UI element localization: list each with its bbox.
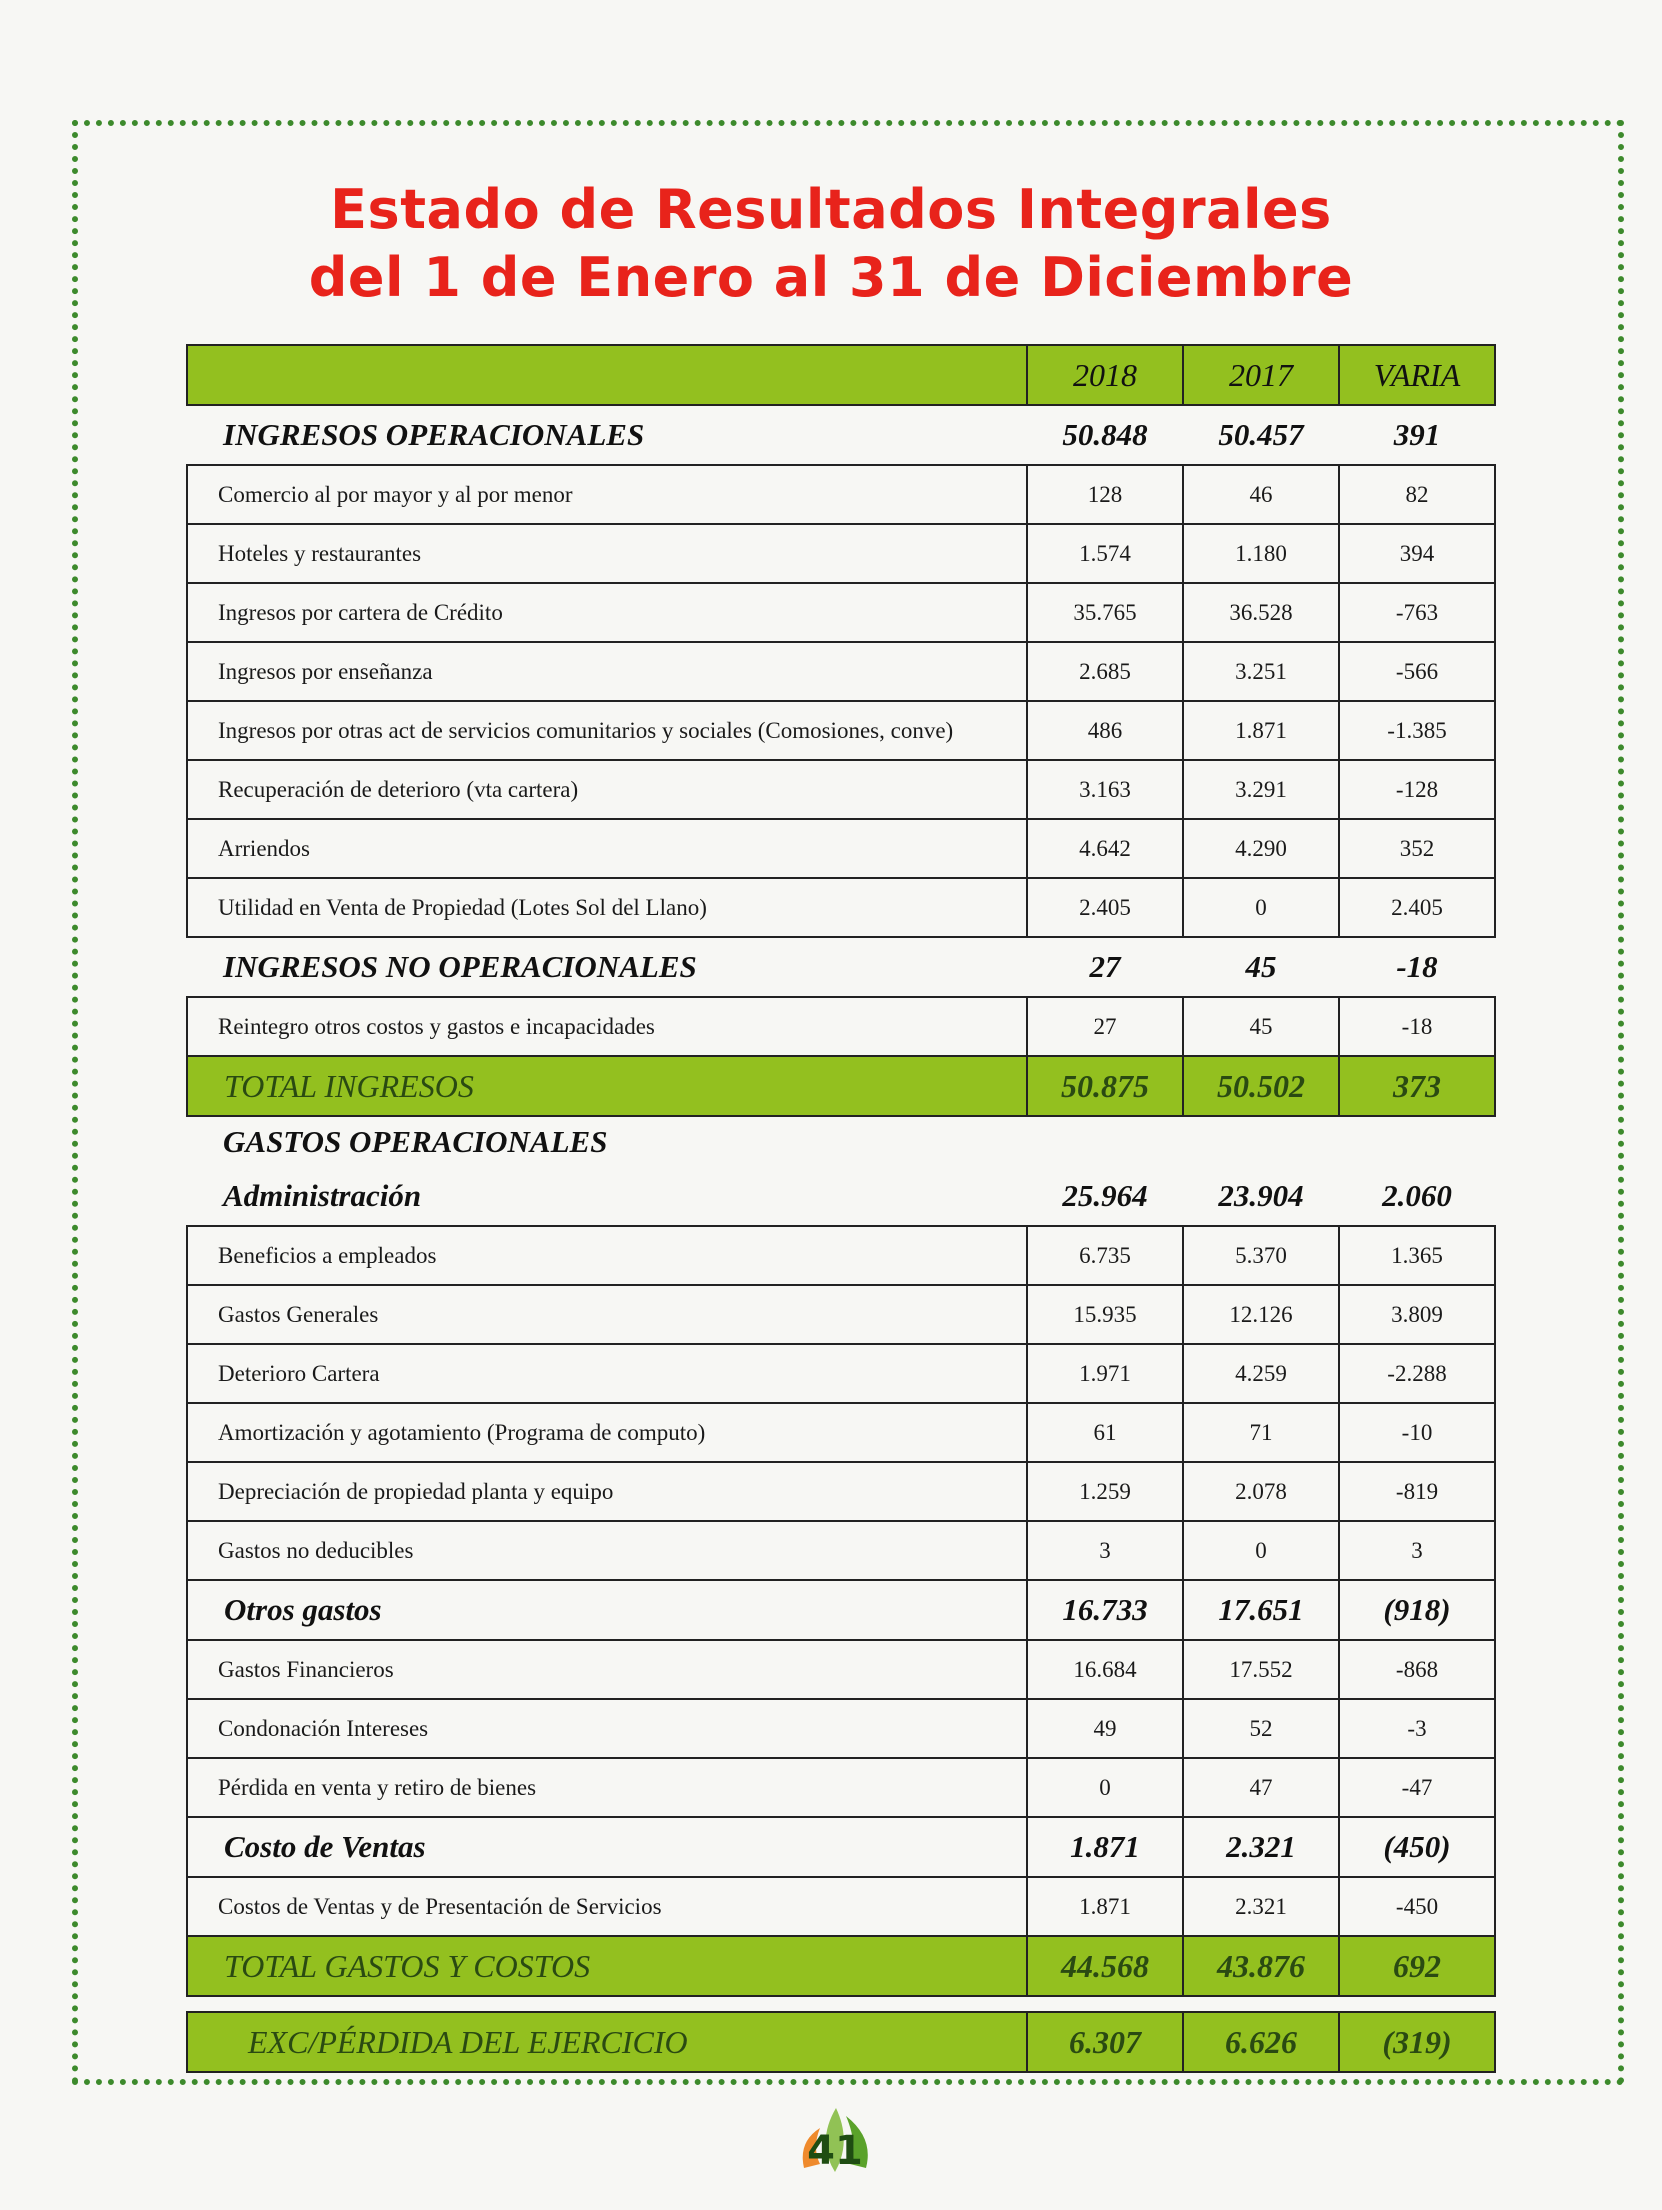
income-statement-table [186,344,1496,2073]
value-variation: -3 [1339,1699,1495,1758]
table-row [187,524,1495,583]
value-2017: 0 [1183,1521,1339,1580]
table-row [187,465,1495,524]
value-2017: 52 [1183,1699,1339,1758]
value-2018: 16.733 [1027,1580,1183,1640]
value-2018: 128 [1027,465,1183,524]
row-label: Condonación Intereses [187,1699,1027,1758]
value-variation: 373 [1339,1056,1495,1116]
value-2018: 16.684 [1027,1640,1183,1699]
value-variation: 692 [1339,1936,1495,1996]
table-row [187,760,1495,819]
header-variation: VARIA [1339,345,1495,405]
value-2018: 50.875 [1027,1056,1183,1116]
value-2018: 25.964 [1062,1178,1148,1213]
row-label: Beneficios a empleados [187,1226,1027,1285]
value-variation: -18 [1396,949,1438,984]
value-2017: 43.876 [1183,1936,1339,1996]
section-label: Administración [223,1178,422,1213]
value-variation: -450 [1339,1877,1495,1936]
value-variation: 391 [1393,417,1441,452]
value-2017: 5.370 [1183,1226,1339,1285]
value-2017: 3.291 [1183,760,1339,819]
total-gastos-row [187,1936,1495,1996]
row-label: Amortización y agotamiento (Programa de computo) [187,1403,1027,1462]
table-row [187,1344,1495,1403]
table-row [187,1699,1495,1758]
row-label: Recuperación de deterioro (vta cartera) [187,760,1027,819]
value-variation: -566 [1339,642,1495,701]
section-label: Otros gastos [187,1580,1027,1640]
table-row [187,878,1495,937]
table-row [187,701,1495,760]
value-2017: 6.626 [1183,2012,1339,2072]
table-row [187,1521,1495,1580]
header-row [187,345,1495,405]
value-variation: -1.385 [1339,701,1495,760]
value-2018: 27 [1027,997,1183,1056]
value-2017: 2.321 [1183,1817,1339,1877]
row-label: Gastos Financieros [187,1640,1027,1699]
value-variation: -18 [1339,997,1495,1056]
row-label: Deterioro Cartera [187,1344,1027,1403]
row-label: Hoteles y restaurantes [187,524,1027,583]
table-row [187,1877,1495,1936]
value-2018: 61 [1027,1403,1183,1462]
table-row [187,997,1495,1056]
table-row [187,1462,1495,1521]
value-2017: 46 [1183,465,1339,524]
value-variation: -868 [1339,1640,1495,1699]
value-2017: 71 [1183,1403,1339,1462]
value-2018: 1.971 [1027,1344,1183,1403]
page-title-line2: del 1 de Enero al 31 de Diciembre [308,246,1354,309]
page-number: 41 [807,2128,863,2174]
value-2017: 23.904 [1218,1178,1304,1213]
value-2018: 4.642 [1027,819,1183,878]
value-2017: 4.259 [1183,1344,1339,1403]
value-variation: -10 [1339,1403,1495,1462]
value-2018: 1.574 [1027,524,1183,583]
value-2017: 50.502 [1183,1056,1339,1116]
header-2017: 2017 [1183,345,1339,405]
table-row [187,1226,1495,1285]
section-administracion [187,1167,1495,1226]
section-ingresos-operacionales [187,405,1495,465]
value-2018: 2.405 [1027,878,1183,937]
value-2018: 2.685 [1027,642,1183,701]
table-row [187,1285,1495,1344]
table-row [187,583,1495,642]
value-variation: -47 [1339,1758,1495,1817]
row-label: Costos de Ventas y de Presentación de Servicios [187,1877,1027,1936]
section-costo-de-ventas [187,1817,1495,1877]
row-label: Gastos Generales [187,1285,1027,1344]
value-variation: (450) [1339,1817,1495,1877]
table-row [187,1640,1495,1699]
value-2018: 486 [1027,701,1183,760]
row-label: Depreciación de propiedad planta y equipo [187,1462,1027,1521]
value-variation: 82 [1339,465,1495,524]
value-2018: 1.871 [1027,1877,1183,1936]
value-2017: 47 [1183,1758,1339,1817]
value-2017: 1.180 [1183,524,1339,583]
section-label: Costo de Ventas [187,1817,1027,1877]
value-variation: (319) [1339,2012,1495,2072]
section-label: INGRESOS OPERACIONALES [223,417,645,452]
value-2018: 35.765 [1027,583,1183,642]
value-2017: 12.126 [1183,1285,1339,1344]
section-gastos-operacionales [187,1116,1495,1167]
value-2017: 17.651 [1183,1580,1339,1640]
value-2018: 1.259 [1027,1462,1183,1521]
table-row [187,819,1495,878]
table-row [187,1403,1495,1462]
total-label: EXC/PÉRDIDA DEL EJERCICIO [187,2012,1027,2072]
value-2017: 1.871 [1183,701,1339,760]
value-variation: 3 [1339,1521,1495,1580]
section-ingresos-no-operacionales [187,937,1495,997]
value-2017: 2.078 [1183,1462,1339,1521]
row-label: Comercio al por mayor y al por menor [187,465,1027,524]
value-variation: (918) [1339,1580,1495,1640]
value-variation: -2.288 [1339,1344,1495,1403]
value-variation: 352 [1339,819,1495,878]
section-otros-gastos [187,1580,1495,1640]
value-2018: 6.735 [1027,1226,1183,1285]
row-label: Ingresos por enseñanza [187,642,1027,701]
excedente-row [187,2012,1495,2072]
value-2018: 50.848 [1062,417,1148,452]
value-2017: 0 [1183,878,1339,937]
value-variation: 2.060 [1382,1178,1452,1213]
value-variation: 394 [1339,524,1495,583]
value-2017: 45 [1245,949,1277,984]
value-variation: -819 [1339,1462,1495,1521]
value-2018: 15.935 [1027,1285,1183,1344]
value-2017: 17.552 [1183,1640,1339,1699]
value-variation: -763 [1339,583,1495,642]
value-2018: 3.163 [1027,760,1183,819]
value-2018: 6.307 [1027,2012,1183,2072]
section-label: INGRESOS NO OPERACIONALES [223,949,697,984]
value-variation: 2.405 [1339,878,1495,937]
page-number-badge [790,2102,880,2182]
row-label: Pérdida en venta y retiro de bienes [187,1758,1027,1817]
value-2017: 36.528 [1183,583,1339,642]
total-label: TOTAL INGRESOS [187,1056,1027,1116]
value-2018: 1.871 [1027,1817,1183,1877]
value-2018: 3 [1027,1521,1183,1580]
header-2018: 2018 [1027,345,1183,405]
page-title-line1: Estado de Resultados Integrales [330,178,1332,241]
header-blank [187,345,1027,405]
row-label: Utilidad en Venta de Propiedad (Lotes Sol del Llano) [187,878,1027,937]
value-2018: 27 [1089,949,1121,984]
row-label: Reintegro otros costos y gastos e incapacidades [187,997,1027,1056]
table-row [187,642,1495,701]
value-2017: 50.457 [1218,417,1304,452]
total-label: TOTAL GASTOS Y COSTOS [187,1936,1027,1996]
table-row [187,1758,1495,1817]
value-variation: 1.365 [1339,1226,1495,1285]
value-variation: 3.809 [1339,1285,1495,1344]
value-2017: 3.251 [1183,642,1339,701]
value-2017: 4.290 [1183,819,1339,878]
page-number-logo [790,2102,880,2182]
value-2018: 49 [1027,1699,1183,1758]
value-2017: 2.321 [1183,1877,1339,1936]
value-2018: 0 [1027,1758,1183,1817]
row-label: Ingresos por cartera de Crédito [187,583,1027,642]
total-ingresos-row [187,1056,1495,1116]
value-2018: 44.568 [1027,1936,1183,1996]
row-label: Arriendos [187,819,1027,878]
row-label: Gastos no deducibles [187,1521,1027,1580]
row-label: Ingresos por otras act de servicios comunitarios y sociales (Comosiones, conve) [187,701,1027,760]
value-2017: 45 [1183,997,1339,1056]
value-variation: -128 [1339,760,1495,819]
section-label: GASTOS OPERACIONALES [223,1124,608,1159]
